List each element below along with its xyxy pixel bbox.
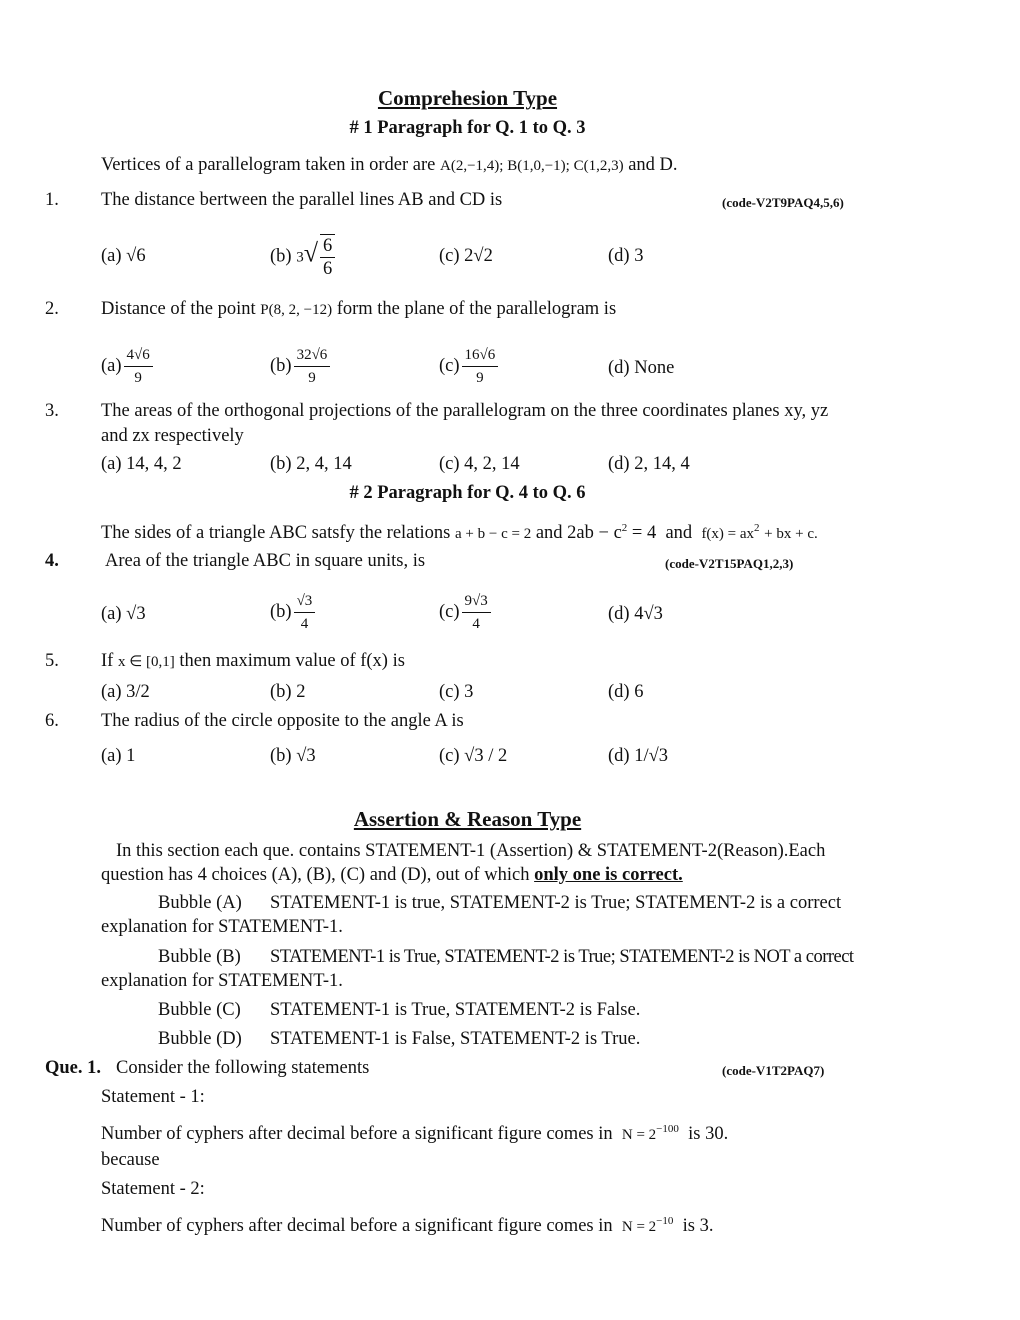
bubble-text: explanation for STATEMENT-1. [101, 917, 343, 937]
intro-text [101, 864, 683, 886]
option [608, 603, 663, 625]
option-value: 2 [296, 682, 306, 702]
option-label: (c) [439, 746, 460, 766]
option-value: 4√3 [634, 604, 663, 624]
question-number: 3. [45, 401, 59, 421]
emphasis: only one is correct. [534, 865, 683, 885]
option-value: 1/√3 [634, 746, 668, 766]
option-label: (a) [101, 682, 122, 702]
bubble-text: STATEMENT-1 is True, STATEMENT-2 is True; STATEMENT-2 is NOT a correct [270, 947, 854, 967]
bubble-text: STATEMENT-1 is true, STATEMENT-2 is True; STATEMENT-2 is a correct [270, 893, 842, 913]
math: f(x) = ax [701, 526, 755, 543]
option-value: √6 [126, 246, 146, 266]
option [101, 453, 182, 475]
text: is 3. [682, 1216, 714, 1237]
option-value: 6 [634, 682, 644, 702]
option-value: 3/2 [126, 682, 150, 702]
text: Vertices of a parallelogram taken in order are [101, 155, 436, 175]
paragraph-1-text [101, 154, 678, 177]
exponent: 2 [621, 522, 628, 534]
denominator: 6 [322, 259, 333, 279]
math: a + b − c = 2 [455, 526, 532, 543]
question-number: 2. [45, 299, 59, 319]
section-title-assertion: Assertion & Reason Type [353, 807, 582, 831]
option [270, 453, 352, 475]
option [101, 344, 155, 389]
option-value: √3 [126, 604, 146, 624]
option [608, 745, 668, 767]
option-value: 2, 4, 14 [296, 454, 352, 474]
option-value: None [634, 358, 675, 378]
option-label: (b) [270, 454, 292, 474]
math: x ∈ [0,1] [117, 654, 175, 670]
numerator: 9√3 [462, 590, 491, 613]
math: + bx + c. [764, 526, 818, 543]
option [439, 453, 520, 475]
question-number: 5. [45, 651, 59, 671]
option [608, 453, 690, 475]
text: The sides of a triangle ABC satsfy the relations [101, 523, 451, 544]
exponent: −10 [656, 1215, 674, 1227]
option [270, 344, 332, 389]
paragraph-heading-2: # 2 Paragraph for Q. 4 to Q. 6 [349, 483, 586, 503]
option-label: (d) [608, 682, 630, 702]
option-label: (b) [270, 355, 292, 376]
option-label: (c) [439, 601, 460, 622]
denominator: 9 [476, 370, 484, 386]
denominator: 4 [300, 616, 309, 632]
option-label: (b) [270, 246, 292, 267]
option-value: 2√2 [464, 246, 493, 266]
math: N = 2 [621, 1127, 657, 1144]
bubble-text: STATEMENT-1 is True, STATEMENT-2 is False. [270, 1000, 641, 1020]
denominator: 9 [308, 370, 316, 386]
option-label: (c) [439, 454, 460, 474]
math: 2ab − c [567, 523, 622, 544]
text: then maximum value of f(x) is [179, 651, 405, 671]
option-label: (b) [270, 682, 292, 702]
question-text: The distance bertween the parallel lines AB and CD is [101, 190, 503, 210]
option-label: (d) [608, 604, 630, 624]
math: A(2,−1,4); B(1,0,−1); C(1,2,3) [440, 158, 624, 174]
option-value: 1 [126, 746, 136, 766]
text: Number of cyphers after decimal before a significant figure comes in [101, 1124, 613, 1145]
option-label: (a) [101, 746, 122, 766]
option-value: 14, 4, 2 [126, 454, 182, 474]
exponent: 2 [754, 522, 760, 534]
option-label: (c) [439, 355, 460, 376]
section-title-comprehension: Comprehesion Type [377, 86, 558, 110]
option-label: (b) [270, 746, 292, 766]
option [608, 681, 643, 703]
question-text [101, 298, 616, 321]
statement-text [101, 1210, 713, 1238]
option-label: (a) [101, 454, 122, 474]
option-value: 3 [634, 246, 644, 266]
option [270, 590, 317, 635]
option-label: (d) [608, 454, 630, 474]
option-value: 3 [464, 682, 474, 702]
numerator: √3 [294, 590, 316, 613]
option-label: (a) [101, 246, 122, 266]
text: is 30. [688, 1124, 729, 1145]
bubble-text: STATEMENT-1 is False, STATEMENT-2 is True. [270, 1029, 641, 1049]
numerator: 32√6 [294, 344, 331, 367]
option [608, 357, 674, 379]
option-value: √3 / 2 [464, 746, 508, 766]
question-text: The areas of the orthogonal projections of the parallelogram on the three coordinates planes xy, yz [101, 401, 829, 421]
bubble-label: Bubble (C) [158, 1000, 241, 1020]
statement-label: Statement - 1: [101, 1087, 205, 1107]
option [439, 245, 493, 267]
option-value: 2, 14, 4 [634, 454, 690, 474]
option [608, 245, 643, 267]
question-number: 4. [45, 551, 59, 571]
because-text: because [101, 1150, 160, 1170]
math: P(8, 2, −12) [260, 302, 333, 318]
text: and [535, 523, 563, 544]
text: and [665, 523, 693, 544]
paragraph-heading-1: # 1 Paragraph for Q. 1 to Q. 3 [349, 118, 586, 138]
bubble-label: Bubble (D) [158, 1029, 242, 1049]
bubble-label: Bubble (A) [158, 893, 242, 913]
question-code: (code-V2T15PAQ1,2,3) [665, 556, 794, 571]
option [439, 681, 473, 703]
text: form the plane of the parallelogram is [336, 299, 617, 319]
option-label: (c) [439, 246, 460, 266]
text: If [101, 651, 114, 671]
text: question has 4 choices (A), (B), (C) and (D), out of which [101, 865, 530, 885]
question-text: Consider the following statements [116, 1058, 370, 1078]
text: Number of cyphers after decimal before a significant figure comes in [101, 1216, 613, 1237]
option-label: (a) [101, 604, 122, 624]
question-code: (code-V2T9PAQ4,5,6) [722, 195, 844, 210]
option [101, 603, 146, 625]
option-label: (d) [608, 246, 630, 266]
numerator: 6 [320, 235, 335, 258]
text: Distance of the point [101, 299, 256, 319]
bubble-label: Bubble (B) [158, 947, 241, 967]
question-text: and zx respectively [101, 426, 244, 446]
exponent: −100 [656, 1123, 679, 1135]
text: and D. [628, 155, 678, 175]
math: = 4 [631, 523, 657, 544]
option-label: (c) [439, 682, 460, 702]
numerator: 4√6 [124, 344, 153, 367]
math: N = 2 [621, 1219, 657, 1236]
option [439, 745, 507, 767]
statement-label: Statement - 2: [101, 1179, 205, 1199]
option-label: (d) [608, 746, 630, 766]
option-value: 4, 2, 14 [464, 454, 520, 474]
option [270, 681, 305, 703]
option [101, 245, 146, 267]
option [439, 590, 493, 635]
bubble-text: explanation for STATEMENT-1. [101, 971, 343, 991]
question-number: 6. [45, 711, 59, 731]
question-code: (code-V1T2PAQ7) [722, 1063, 825, 1078]
question-text [101, 650, 405, 673]
intro-text: In this section each que. contains STATEMENT-1 (Assertion) & STATEMENT-2(Reason).Each [116, 841, 826, 861]
option [439, 344, 500, 389]
question-number: Que. 1. [45, 1058, 102, 1078]
option-label: (a) [101, 355, 122, 376]
paragraph-2-text [101, 517, 818, 545]
option [101, 681, 150, 703]
option-label: (b) [270, 601, 292, 622]
option: (b) 3√ $\frac{6}{6}$ [270, 234, 337, 280]
question-text: The radius of the circle opposite to the angle A is [101, 711, 464, 731]
question-text: Area of the triangle ABC in square units, is [105, 551, 426, 571]
coef: 3 [296, 249, 304, 266]
question-number: 1. [45, 190, 59, 210]
statement-text [101, 1118, 728, 1146]
option-label: (d) [608, 358, 630, 378]
denominator: 9 [134, 370, 142, 386]
option-value: √3 [296, 746, 316, 766]
numerator: 16√6 [462, 344, 499, 367]
denominator: 4 [472, 616, 480, 632]
option [101, 745, 135, 767]
option [270, 745, 316, 767]
